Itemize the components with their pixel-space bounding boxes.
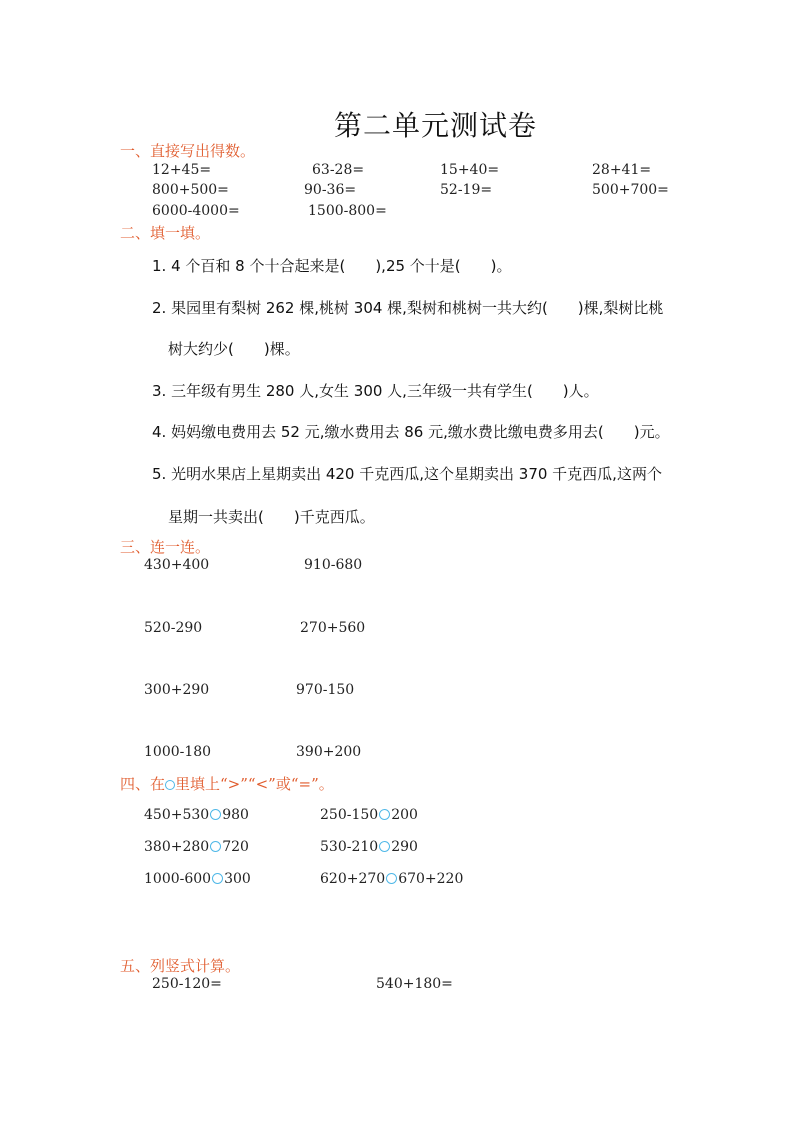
match-left-item: 520-290 bbox=[144, 620, 203, 636]
problem-text: 63-28= bbox=[312, 162, 365, 178]
compare-item bbox=[144, 871, 251, 887]
compare-item bbox=[320, 839, 418, 855]
answer-circle-icon[interactable] bbox=[212, 873, 223, 884]
question-line: 4. 妈妈缴电费用去 52 元,缴水费用去 86 元,缴水费比缴电费多用去( )元。 bbox=[152, 423, 670, 441]
problem-text: 90-36= bbox=[304, 182, 357, 198]
problem-text: 52-19= bbox=[440, 182, 493, 198]
match-right-item: 970-150 bbox=[296, 682, 355, 698]
answer-circle-icon[interactable] bbox=[379, 809, 390, 820]
answer-circle-icon[interactable] bbox=[210, 841, 221, 852]
compare-left: 250-150 bbox=[320, 807, 379, 823]
circle-icon bbox=[165, 780, 175, 790]
compare-right: 720 bbox=[222, 839, 249, 855]
calc-item: 250-120= bbox=[152, 976, 222, 992]
match-right-item: 270+560 bbox=[300, 620, 366, 636]
problem-text: 28+41= bbox=[592, 162, 652, 178]
answer-circle-icon[interactable] bbox=[379, 841, 390, 852]
page-title: 第二单元测试卷 bbox=[334, 109, 538, 142]
problem-text: 6000-4000= bbox=[152, 203, 240, 219]
compare-left: 1000-600 bbox=[144, 871, 212, 887]
compare-right: 290 bbox=[391, 839, 418, 855]
match-left-item: 1000-180 bbox=[144, 744, 212, 760]
compare-left: 380+280 bbox=[144, 839, 210, 855]
problem-text: 500+700= bbox=[592, 182, 669, 198]
match-left-item: 430+400 bbox=[144, 557, 210, 573]
problem-text: 800+500= bbox=[152, 182, 229, 198]
section-heading-compare bbox=[120, 773, 334, 794]
section-heading-matching: 三、连一连。 bbox=[120, 538, 211, 556]
match-left-item: 300+290 bbox=[144, 682, 210, 698]
section-heading-fill-in: 二、填一填。 bbox=[120, 224, 211, 242]
question-line: 5. 光明水果店上星期卖出 420 千克西瓜,这个星期卖出 370 千克西瓜,这两个 bbox=[152, 465, 662, 483]
question-line: 3. 三年级有男生 280 人,女生 300 人,三年级一共有学生( )人。 bbox=[152, 382, 599, 400]
match-right-item: 910-680 bbox=[304, 557, 363, 573]
compare-right: 300 bbox=[224, 871, 251, 887]
compare-left: 620+270 bbox=[320, 871, 386, 887]
heading-suffix: 里填上“>”“<”或“=”。 bbox=[175, 775, 334, 793]
compare-item bbox=[320, 807, 418, 823]
compare-item bbox=[144, 839, 249, 855]
question-line: 1. 4 个百和 8 个十合起来是( ),25 个十是( )。 bbox=[152, 257, 512, 275]
compare-left: 450+530 bbox=[144, 807, 210, 823]
compare-right: 200 bbox=[391, 807, 418, 823]
question-line: 树大约少( )棵。 bbox=[168, 340, 300, 358]
question-line: 星期一共卖出( )千克西瓜。 bbox=[168, 508, 375, 526]
compare-item bbox=[144, 807, 249, 823]
section-heading-direct-answers: 一、直接写出得数。 bbox=[120, 142, 256, 160]
problem-text: 1500-800= bbox=[308, 203, 387, 219]
answer-circle-icon[interactable] bbox=[386, 873, 397, 884]
problem-text: 15+40= bbox=[440, 162, 500, 178]
question-line: 2. 果园里有梨树 262 棵,桃树 304 棵,梨树和桃树一共大约( )棵,梨树比桃 bbox=[152, 299, 664, 317]
problem-text: 12+45= bbox=[152, 162, 212, 178]
compare-right: 670+220 bbox=[398, 871, 464, 887]
section-heading-vertical-calc: 五、列竖式计算。 bbox=[120, 957, 241, 975]
calc-item: 540+180= bbox=[376, 976, 453, 992]
compare-left: 530-210 bbox=[320, 839, 379, 855]
compare-right: 980 bbox=[222, 807, 249, 823]
compare-item bbox=[320, 871, 463, 887]
heading-prefix: 四、在 bbox=[120, 775, 166, 793]
answer-circle-icon[interactable] bbox=[210, 809, 221, 820]
match-right-item: 390+200 bbox=[296, 744, 362, 760]
